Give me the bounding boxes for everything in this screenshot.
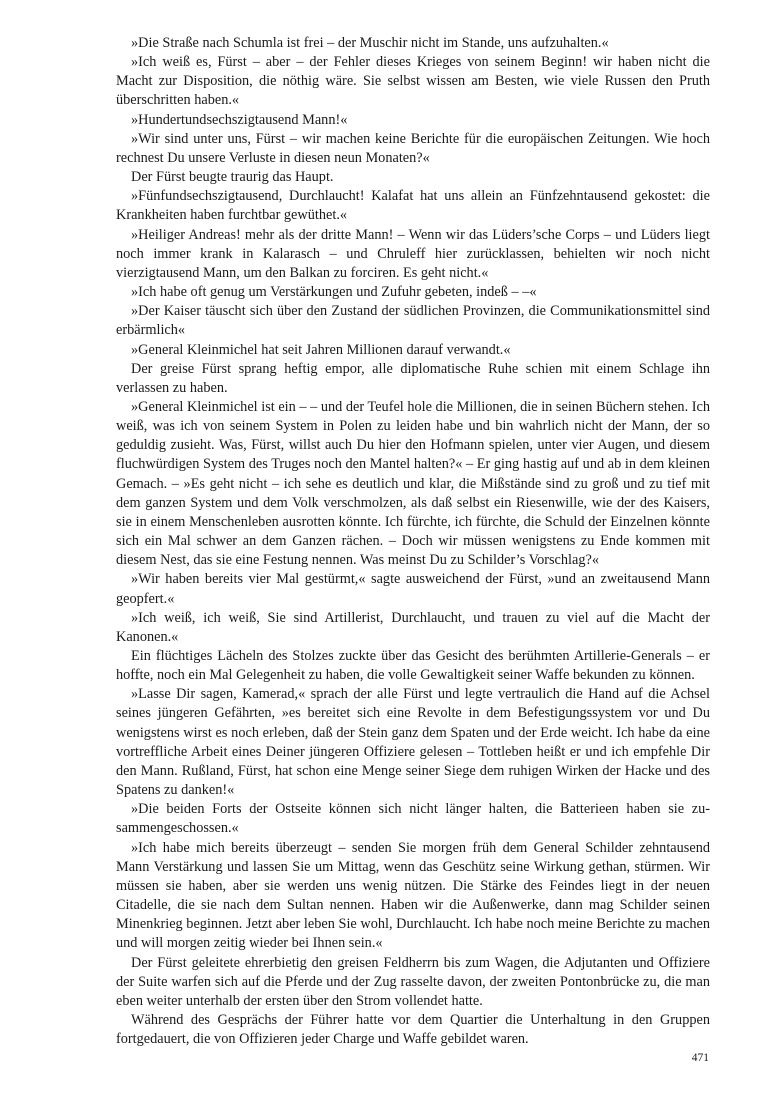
paragraph: »General Kleinmichel hat seit Jahren Millionen darauf verwandt.« [131, 341, 511, 358]
paragraph: Der Fürst geleitete ehrerbietig den greisen Feldherrn bis zum Wagen, die Adjutanten und Offiziere der Suite warfen sich auf die Pferde und der Zug rasselte davon, der zweiten Pontonbrücke zu, die man eben weiter unterhalb der ersten über den Strom vollendet hatte. [116, 954, 710, 1009]
paragraph: »Ich habe oft genug um Verstärkungen und Zufuhr gebeten, indeß – –« [131, 284, 537, 301]
paragraph: »Ich weiß es, Fürst – aber – der Fehler dieses Krieges von seinem Beginn! wir haben nicht die Macht zur Disposition, die nöthig wäre. Sie selbst wissen am Besten, wie viele Russen den Pruth überschritten haben.« [116, 54, 710, 109]
paragraph: »Hundertundsechszigtausend Mann!« [131, 111, 348, 128]
page-number: 471 [691, 1052, 709, 1064]
paragraph: »Ich habe mich bereits überzeugt – senden Sie morgen früh dem General Schilder zehntausend Mann Verstärkung und lassen Sie um Mittag, wenn das Geschütz seine Wirkung gethan, stürmen. Wir müssen sie haben, aber sie werden uns wenig nützen. Die Stärke des Feindes liegt in der neuen Citadelle, die sie nach dem Sultan nennen. Haben wir die Außenwerke, dann mag Schilder seinen Minenkrieg beginnen. Jetzt aber leben Sie wohl, Durchlaucht. Ich habe noch meine Berichte zu machen und will morgen zeitig wieder bei Ihnen sein.« [116, 839, 710, 952]
body-text [116, 34, 710, 1049]
paragraph: »Fünfundsechszigtausend, Durchlaucht! Kalafat hat uns allein an Fünfzehntausend gekostet: die Krankheiten haben furchtbar gewüthet.« [116, 188, 710, 224]
paragraph: »Die beiden Forts der Ostseite können sich nicht länger halten, die Batterieen haben sie zusammengeschossen.« [116, 801, 710, 837]
paragraph: »Ich weiß, ich weiß, Sie sind Artillerist, Durchlaucht, und trauen zu viel auf die Macht der Kanonen.« [116, 609, 710, 645]
paragraph: »General Kleinmichel ist ein – – und der Teufel hole die Millionen, die in seinen Büchern stehen. Ich weiß, was ich von seinem System in Polen zu leiden habe und bin wahrlich nicht der Mann, der so geduldig zusieht. Was, Fürst, willst auch Du hier den Hofmann spielen, unter vier Augen, und diesem fluchwürdigen System des Truges noch den Mantel halten?« – Er ging hastig auf und ab in dem kleinen Gemach. – »Es geht nicht – ich sehe es deutlich und klar, die Mißstände sind zu groß und zu tief mit dem ganzen System und dem Volk verschmolzen, als daß selbst ein Riesenwille, wie der des Kaisers, sie in einem Menschenleben ausrotten könnte. Ich fürchte, ich fürchte, die Schuld der Einzelnen könnte sich ein Mal schwer an dem Ganzen rächen. – Doch wir müssen wenigstens zu Ende kommen mit diesem Nest, das sie eine Festung nennen. Was meinst Du zu Schilder’s Vorschlag?« [116, 398, 710, 569]
paragraph: »Wir haben bereits vier Mal gestürmt,« sagte ausweichend der Fürst, »und an zweitausend Mann geopfert.« [116, 571, 710, 607]
paragraph: Der Fürst beugte traurig das Haupt. [131, 169, 334, 186]
paragraph: »Lasse Dir sagen, Kamerad,« sprach der alle Fürst und legte vertraulich die Hand auf die Achsel seines jüngeren Gefährten, »es bereitet sich eine Revolte in dem Befestigungssystem vor und Du wenigstens wirst es noch erleben, daß der Stein ganz dem Spaten und der Erde weicht. Ich habe da eine vortreffliche Arbeit eines Deiner jüngeren Offiziere gelesen – Tottleben heißt er und ich empfehle Dir den Mann. Rußland, Fürst, hat schon eine Menge seiner Siege dem ruhigen Wirken der Hacke und des Spatens zu danken!« [116, 686, 710, 799]
paragraph: »Heiliger Andreas! mehr als der dritte Mann! – Wenn wir das Lüders’sche Corps – und Lüders liegt noch immer krank in Kalarasch – und Chruleff hier zurücklassen, behielten wir noch nicht vierzigtausend Mann, um den Balkan zu forciren. Es geht nicht.« [116, 226, 710, 281]
paragraph: »Der Kaiser täuscht sich über den Zustand der südlichen Provinzen, die Communikationsmittel sind erbärmlich« [116, 303, 710, 339]
paragraph: Der greise Fürst sprang heftig empor, alle diplomatische Ruhe schien mit einem Schlage ihn verlassen zu haben. [116, 360, 710, 396]
paragraph: Während des Gesprächs der Führer hatte vor dem Quartier die Unterhaltung in den Gruppen fortgedauert, die von Offizieren jeder Charge und Waffe gebildet waren. [116, 1011, 710, 1048]
paragraph: »Wir sind unter uns, Fürst – wir machen keine Berichte für die europäischen Zeitungen. Wie hoch rechnest Du unsere Verluste in diesen neun Monaten?« [116, 130, 710, 166]
paragraph: Ein flüchtiges Lächeln des Stolzes zuckte über das Gesicht des berühmten Artillerie-Generals – er hoffte, noch ein Mal Gelegenheit zu haben, die volle Gewaltigkeit seiner Waffe bekunden zu können. [116, 648, 710, 684]
paragraph: »Die Straße nach Schumla ist frei – der Muschir nicht im Stande, uns aufzuhalten.« [131, 35, 609, 51]
